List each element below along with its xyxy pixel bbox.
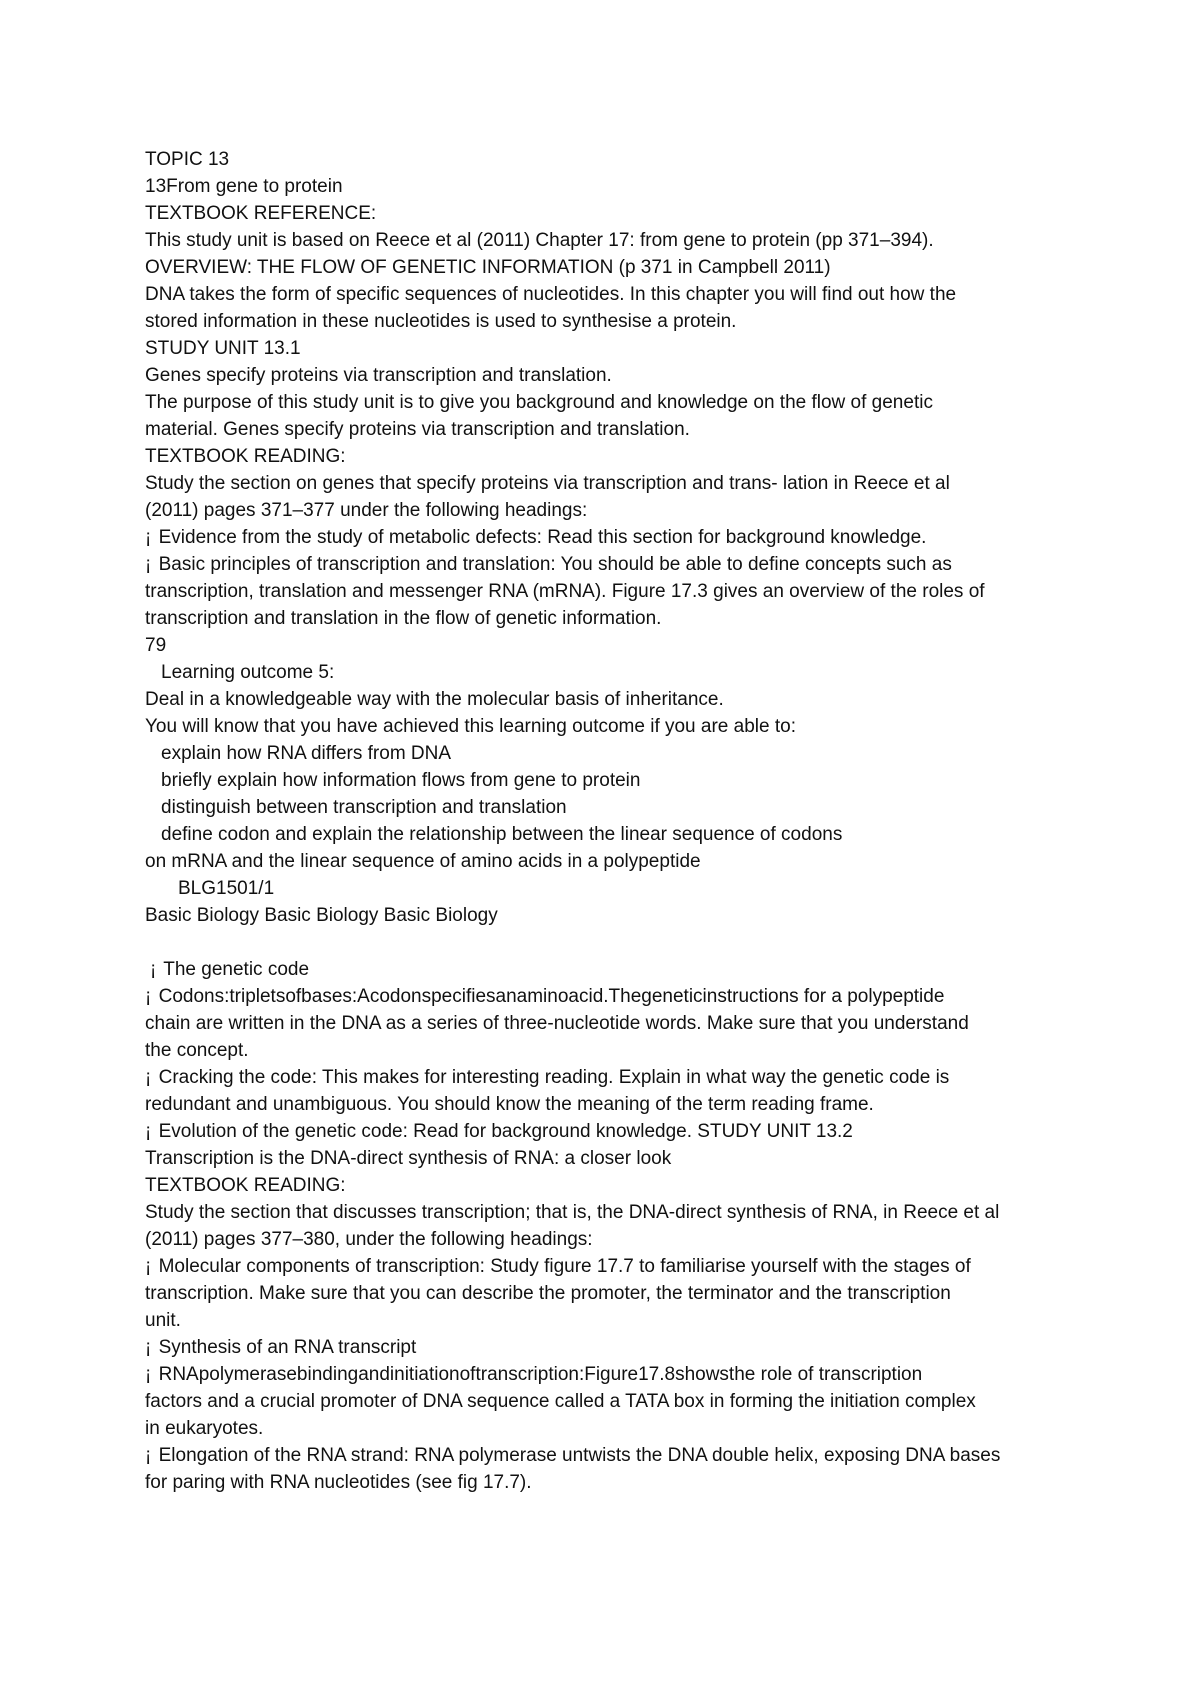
document-body [145, 146, 1085, 1496]
text-line: transcription, translation and messenger RNA (mRNA). Figure 17.3 gives an overview of the roles of [145, 581, 985, 602]
text-line: You will know that you have achieved this learning outcome if you are able to: [145, 716, 796, 737]
text-line: transcription. Make sure that you can describe the promoter, the terminator and the transcription [145, 1283, 951, 1304]
text-line: Study the section on genes that specify proteins via transcription and trans- lation in Reece et al [145, 473, 950, 494]
bullet-item: ¡ Basic principles of transcription and translation: You should be able to define concepts such as [145, 551, 1085, 578]
text-line: (2011) pages 371–377 under the following headings: [145, 500, 588, 521]
outcome-item: briefly explain how information flows from gene to protein [161, 770, 641, 791]
overview-heading: OVERVIEW: THE FLOW OF GENETIC INFORMATION (p 371 in Campbell 2011) [145, 257, 831, 278]
topic-heading: TOPIC 13 [145, 149, 230, 170]
text-line: on mRNA and the linear sequence of amino acids in a polypeptide [145, 851, 701, 872]
textbook-reading-heading: TEXTBOOK READING: [145, 1175, 346, 1196]
bullet-item: ¡ Synthesis of an RNA transcript [145, 1334, 1085, 1361]
text-line: Study the section that discusses transcription; that is, the DNA-direct synthesis of RNA, in Reece et al [145, 1202, 1000, 1223]
text-line: Genes specify proteins via transcription and translation. [145, 365, 612, 386]
text-line: the concept. [145, 1040, 249, 1061]
text-line: Deal in a knowledgeable way with the molecular basis of inheritance. [145, 689, 724, 710]
topic-title: 13From gene to protein [145, 176, 343, 197]
bullet-item: ¡ RNApolymerasebindingandinitiationoftranscription:Figure17.8showsthe role of transcription [145, 1361, 1085, 1388]
textbook-reading-heading: TEXTBOOK READING: [145, 446, 346, 467]
outcome-item: define codon and explain the relationship between the linear sequence of codons [161, 824, 843, 845]
outcome-item: distinguish between transcription and translation [161, 797, 567, 818]
text-line: transcription and translation in the flow of genetic information. [145, 608, 662, 629]
text-line: stored information in these nucleotides is used to synthesise a protein. [145, 311, 737, 332]
learning-outcome-heading: Learning outcome 5: [161, 662, 335, 683]
text-line: (2011) pages 377–380, under the following headings: [145, 1229, 593, 1250]
textbook-reference-heading: TEXTBOOK REFERENCE: [145, 203, 377, 224]
bullet-item: ¡ Cracking the code: This makes for interesting reading. Explain in what way the genetic code is [145, 1064, 1085, 1091]
study-unit-heading: STUDY UNIT 13.1 [145, 338, 301, 359]
text-line: This study unit is based on Reece et al (2011) Chapter 17: from gene to protein (pp 371–394). [145, 230, 934, 251]
bullet-item: ¡ Codons:tripletsofbases:Acodonspecifiesanaminoacid.Thegeneticinstructions for a polypeptide [145, 983, 1085, 1010]
bullet-item: ¡ Evolution of the genetic code: Read for background knowledge. STUDY UNIT 13.2 [145, 1118, 1085, 1145]
text-line: DNA takes the form of specific sequences of nucleotides. In this chapter you will find out how the [145, 284, 957, 305]
bullet-item: ¡ The genetic code [145, 956, 1085, 983]
text-line: material. Genes specify proteins via transcription and translation. [145, 419, 690, 440]
blank-line [145, 929, 1085, 956]
text-line: The purpose of this study unit is to give you background and knowledge on the flow of genetic [145, 392, 933, 413]
text-line: for paring with RNA nucleotides (see fig 17.7). [145, 1472, 532, 1493]
text-line: factors and a crucial promoter of DNA sequence called a TATA box in forming the initiation complex [145, 1391, 976, 1412]
text-line: chain are written in the DNA as a series of three-nucleotide words. Make sure that you understand [145, 1013, 969, 1034]
text-line: unit. [145, 1310, 181, 1331]
text-line: redundant and unambiguous. You should know the meaning of the term reading frame. [145, 1094, 874, 1115]
text-line: in eukaryotes. [145, 1418, 264, 1439]
bullet-item: ¡ Elongation of the RNA strand: RNA polymerase untwists the DNA double helix, exposing DNA bases [145, 1442, 1085, 1469]
course-name: Basic Biology Basic Biology Basic Biology [145, 905, 498, 926]
bullet-item: ¡ Evidence from the study of metabolic defects: Read this section for background knowledge. [145, 524, 1085, 551]
text-line: Transcription is the DNA-direct synthesis of RNA: a closer look [145, 1148, 672, 1169]
page-number: 79 [145, 635, 167, 656]
outcome-item: explain how RNA differs from DNA [161, 743, 452, 764]
course-code: BLG1501/1 [178, 878, 275, 899]
bullet-item: ¡ Molecular components of transcription: Study figure 17.7 to familiarise yourself with the stages of [145, 1253, 1085, 1280]
